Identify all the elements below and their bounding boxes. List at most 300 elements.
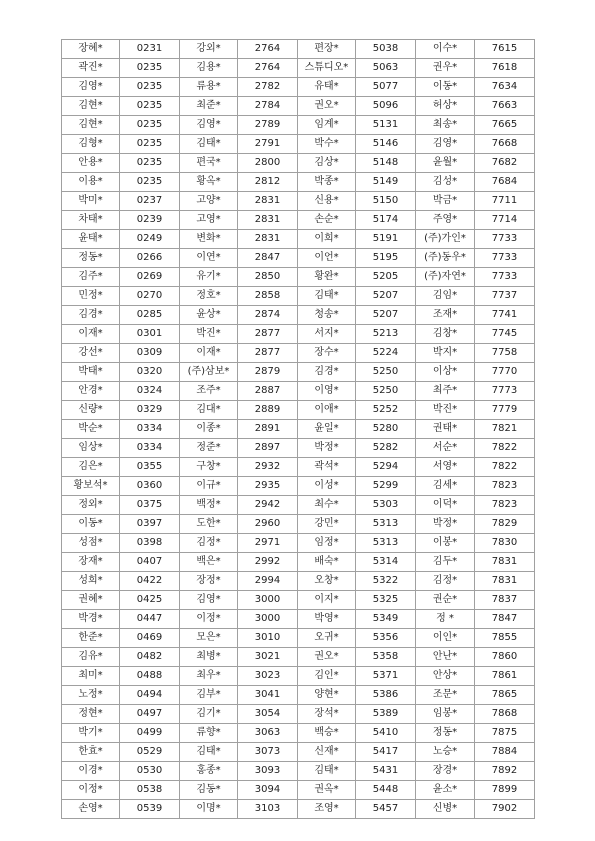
number-cell: 7822	[475, 439, 535, 458]
number-cell: 7892	[475, 762, 535, 781]
number-cell: 3073	[238, 743, 298, 762]
name-cell: 류용*	[180, 78, 238, 97]
number-cell: 2942	[238, 496, 298, 515]
table-row	[62, 249, 535, 268]
name-cell: 김창*	[416, 325, 475, 344]
name-cell: 김태*	[298, 287, 356, 306]
name-cell: 이언*	[298, 249, 356, 268]
number-cell: 2992	[238, 553, 298, 572]
name-cell: 박기*	[62, 724, 120, 743]
number-cell: 7714	[475, 211, 535, 230]
name-cell: 이정*	[62, 781, 120, 800]
table-row	[62, 762, 535, 781]
name-cell: 박종*	[298, 173, 356, 192]
name-cell: 안경*	[62, 382, 120, 401]
name-cell: 김용*	[180, 59, 238, 78]
number-cell: 2831	[238, 230, 298, 249]
name-cell: 김인*	[298, 667, 356, 686]
table-row	[62, 705, 535, 724]
name-cell: 최수*	[298, 496, 356, 515]
number-cell: 5195	[356, 249, 416, 268]
name-cell: 최미*	[62, 667, 120, 686]
number-cell: 0270	[120, 287, 180, 306]
number-cell: 7737	[475, 287, 535, 306]
number-cell: 7682	[475, 154, 535, 173]
name-cell: 장수*	[298, 344, 356, 363]
name-cell: 장경*	[416, 762, 475, 781]
name-cell: 김대*	[180, 401, 238, 420]
number-cell: 3103	[238, 800, 298, 819]
name-cell: 박정*	[416, 515, 475, 534]
name-cell: 김부*	[180, 686, 238, 705]
number-cell: 5149	[356, 173, 416, 192]
table-row	[62, 743, 535, 762]
number-cell: 5207	[356, 287, 416, 306]
name-cell: 김주*	[62, 268, 120, 287]
table-row	[62, 59, 535, 78]
table-row	[62, 325, 535, 344]
number-cell: 5358	[356, 648, 416, 667]
name-cell: 이지*	[298, 591, 356, 610]
number-cell: 0422	[120, 572, 180, 591]
number-cell: 2935	[238, 477, 298, 496]
name-cell: 박영*	[298, 610, 356, 629]
name-cell: 정동*	[416, 724, 475, 743]
number-cell: 5457	[356, 800, 416, 819]
name-cell: 황보석*	[62, 477, 120, 496]
number-cell: 0360	[120, 477, 180, 496]
number-cell: 5207	[356, 306, 416, 325]
name-cell: 박미*	[62, 192, 120, 211]
number-cell: 0530	[120, 762, 180, 781]
name-cell: 이명*	[180, 800, 238, 819]
number-cell: 2831	[238, 192, 298, 211]
number-cell: 7821	[475, 420, 535, 439]
number-cell: 2858	[238, 287, 298, 306]
name-cell: 이봉*	[416, 534, 475, 553]
number-cell: 7668	[475, 135, 535, 154]
number-cell: 7847	[475, 610, 535, 629]
name-cell: 최준*	[180, 97, 238, 116]
number-cell: 5410	[356, 724, 416, 743]
name-cell: 도한*	[180, 515, 238, 534]
number-cell: 0398	[120, 534, 180, 553]
name-cell: 유기*	[180, 268, 238, 287]
number-cell: 0235	[120, 97, 180, 116]
number-cell: 0425	[120, 591, 180, 610]
number-cell: 7884	[475, 743, 535, 762]
table-row	[62, 97, 535, 116]
number-cell: 2887	[238, 382, 298, 401]
number-cell: 0301	[120, 325, 180, 344]
table-row	[62, 135, 535, 154]
name-cell: 윤태*	[62, 230, 120, 249]
name-cell: 류향*	[180, 724, 238, 743]
number-cell: 2879	[238, 363, 298, 382]
number-cell: 7830	[475, 534, 535, 553]
number-cell: 3054	[238, 705, 298, 724]
name-cell: 이희*	[298, 230, 356, 249]
name-cell: 권혜*	[62, 591, 120, 610]
name-cell: 이상*	[416, 363, 475, 382]
name-cell: 권우*	[416, 59, 475, 78]
number-cell: 7855	[475, 629, 535, 648]
number-cell: 3000	[238, 591, 298, 610]
number-cell: 5431	[356, 762, 416, 781]
table-row	[62, 458, 535, 477]
number-cell: 5313	[356, 534, 416, 553]
table-row	[62, 724, 535, 743]
number-cell: 5325	[356, 591, 416, 610]
number-cell: 5174	[356, 211, 416, 230]
table-row	[62, 287, 535, 306]
name-cell: 박진*	[180, 325, 238, 344]
table-row	[62, 40, 535, 59]
name-cell: 정호*	[180, 287, 238, 306]
number-cell: 0235	[120, 173, 180, 192]
number-cell: 7823	[475, 477, 535, 496]
number-cell: 7875	[475, 724, 535, 743]
table-row	[62, 553, 535, 572]
number-cell: 2791	[238, 135, 298, 154]
number-cell: 7831	[475, 553, 535, 572]
number-cell: 5356	[356, 629, 416, 648]
name-cell: 김정*	[416, 572, 475, 591]
number-cell: 0235	[120, 78, 180, 97]
name-cell: 권오*	[298, 97, 356, 116]
name-cell: 안용*	[62, 154, 120, 173]
name-cell: 김기*	[180, 705, 238, 724]
name-cell: 김영*	[416, 135, 475, 154]
number-cell: 0469	[120, 629, 180, 648]
table-row	[62, 477, 535, 496]
number-cell: 3063	[238, 724, 298, 743]
name-cell: 조영*	[298, 800, 356, 819]
name-cell: 이동*	[62, 515, 120, 534]
name-cell: 김상*	[298, 154, 356, 173]
donor-table	[61, 39, 535, 819]
name-cell: 강민*	[298, 515, 356, 534]
name-cell: 권태*	[416, 420, 475, 439]
name-cell: 최우*	[180, 667, 238, 686]
name-cell: 정준*	[180, 439, 238, 458]
number-cell: 5371	[356, 667, 416, 686]
name-cell: 김임*	[416, 287, 475, 306]
number-cell: 2874	[238, 306, 298, 325]
number-cell: 0397	[120, 515, 180, 534]
number-cell: 2800	[238, 154, 298, 173]
name-cell: 김영*	[180, 591, 238, 610]
name-cell: 김두*	[416, 553, 475, 572]
number-cell: 2889	[238, 401, 298, 420]
name-cell: 청송*	[298, 306, 356, 325]
name-cell: 김정*	[180, 534, 238, 553]
table-row	[62, 173, 535, 192]
number-cell: 2960	[238, 515, 298, 534]
name-cell: 박경*	[62, 610, 120, 629]
name-cell: 정동*	[62, 249, 120, 268]
number-cell: 0482	[120, 648, 180, 667]
name-cell: 정외*	[62, 496, 120, 515]
table-row	[62, 686, 535, 705]
table-row	[62, 382, 535, 401]
table-row	[62, 496, 535, 515]
name-cell: 조주*	[180, 382, 238, 401]
number-cell: 0539	[120, 800, 180, 819]
table-row	[62, 78, 535, 97]
number-cell: 0334	[120, 439, 180, 458]
table-row	[62, 211, 535, 230]
name-cell: 이영*	[298, 382, 356, 401]
number-cell: 5150	[356, 192, 416, 211]
name-cell: 성점*	[62, 534, 120, 553]
table-row	[62, 800, 535, 819]
number-cell: 7831	[475, 572, 535, 591]
number-cell: 3000	[238, 610, 298, 629]
name-cell: 백승*	[298, 724, 356, 743]
name-cell: 김세*	[416, 477, 475, 496]
number-cell: 2994	[238, 572, 298, 591]
name-cell: 안상*	[416, 667, 475, 686]
name-cell: 권옥*	[298, 781, 356, 800]
number-cell: 2764	[238, 40, 298, 59]
number-cell: 5280	[356, 420, 416, 439]
number-cell: 7860	[475, 648, 535, 667]
number-cell: 0269	[120, 268, 180, 287]
name-cell: 김은*	[62, 458, 120, 477]
number-cell: 2850	[238, 268, 298, 287]
number-cell: 0266	[120, 249, 180, 268]
name-cell: 안난*	[416, 648, 475, 667]
number-cell: 0329	[120, 401, 180, 420]
name-cell: 박금*	[416, 192, 475, 211]
name-cell: 양현*	[298, 686, 356, 705]
table-row	[62, 629, 535, 648]
number-cell: 5077	[356, 78, 416, 97]
table-row	[62, 648, 535, 667]
table-row	[62, 439, 535, 458]
name-cell: 이수*	[416, 40, 475, 59]
number-cell: 7711	[475, 192, 535, 211]
name-cell: 황완*	[298, 268, 356, 287]
number-cell: 7902	[475, 800, 535, 819]
number-cell: 0538	[120, 781, 180, 800]
name-cell: 이재*	[62, 325, 120, 344]
name-cell: 김영*	[180, 116, 238, 135]
number-cell: 5224	[356, 344, 416, 363]
number-cell: 7615	[475, 40, 535, 59]
name-cell: 윤상*	[180, 306, 238, 325]
number-cell: 7837	[475, 591, 535, 610]
table-row	[62, 781, 535, 800]
name-cell: 윤소*	[416, 781, 475, 800]
name-cell: 장정*	[180, 572, 238, 591]
name-cell: 손순*	[298, 211, 356, 230]
name-cell: 고양*	[180, 192, 238, 211]
name-cell: 박태*	[62, 363, 120, 382]
number-cell: 5282	[356, 439, 416, 458]
number-cell: 2812	[238, 173, 298, 192]
table-row	[62, 534, 535, 553]
number-cell: 2831	[238, 211, 298, 230]
name-cell: 백정*	[180, 496, 238, 515]
name-cell: 이규*	[180, 477, 238, 496]
name-cell: 이종*	[180, 420, 238, 439]
number-cell: 7822	[475, 458, 535, 477]
name-cell: 편장*	[298, 40, 356, 59]
table-row	[62, 154, 535, 173]
name-cell: 서순*	[416, 439, 475, 458]
number-cell: 7779	[475, 401, 535, 420]
donor-list-page	[61, 39, 534, 819]
name-cell: 임상*	[62, 439, 120, 458]
table-row	[62, 591, 535, 610]
name-cell: 최병*	[180, 648, 238, 667]
number-cell: 7823	[475, 496, 535, 515]
name-cell: 이정*	[180, 610, 238, 629]
name-cell: 오창*	[298, 572, 356, 591]
number-cell: 5038	[356, 40, 416, 59]
name-cell: 김영*	[62, 78, 120, 97]
number-cell: 3041	[238, 686, 298, 705]
name-cell: 강외*	[180, 40, 238, 59]
name-cell: 장석*	[298, 705, 356, 724]
number-cell: 7861	[475, 667, 535, 686]
name-cell: 박정*	[298, 439, 356, 458]
name-cell: 황옥*	[180, 173, 238, 192]
name-cell: 배숙*	[298, 553, 356, 572]
number-cell: 2891	[238, 420, 298, 439]
number-cell: 7868	[475, 705, 535, 724]
name-cell: 민정*	[62, 287, 120, 306]
name-cell: 박순*	[62, 420, 120, 439]
number-cell: 5313	[356, 515, 416, 534]
name-cell: 김현*	[62, 97, 120, 116]
number-cell: 0235	[120, 135, 180, 154]
name-cell: 김현*	[62, 116, 120, 135]
name-cell: 정현*	[62, 705, 120, 724]
name-cell: 조재*	[416, 306, 475, 325]
number-cell: 0237	[120, 192, 180, 211]
name-cell: 이애*	[298, 401, 356, 420]
name-cell: (주)삼보*	[180, 363, 238, 382]
name-cell: 임봉*	[416, 705, 475, 724]
number-cell: 3023	[238, 667, 298, 686]
number-cell: 7865	[475, 686, 535, 705]
name-cell: 조문*	[416, 686, 475, 705]
number-cell: 0497	[120, 705, 180, 724]
name-cell: 홍종*	[180, 762, 238, 781]
name-cell: 이성*	[298, 477, 356, 496]
number-cell: 0375	[120, 496, 180, 515]
number-cell: 0309	[120, 344, 180, 363]
name-cell: 권오*	[298, 648, 356, 667]
name-cell: 신병*	[416, 800, 475, 819]
number-cell: 2971	[238, 534, 298, 553]
name-cell: 곽진*	[62, 59, 120, 78]
name-cell: 이덕*	[416, 496, 475, 515]
number-cell: 5322	[356, 572, 416, 591]
name-cell: 김성*	[416, 173, 475, 192]
name-cell: 주영*	[416, 211, 475, 230]
number-cell: 3094	[238, 781, 298, 800]
name-cell: 김태*	[180, 135, 238, 154]
number-cell: 0334	[120, 420, 180, 439]
table-row	[62, 610, 535, 629]
number-cell: 0407	[120, 553, 180, 572]
number-cell: 0324	[120, 382, 180, 401]
number-cell: 7634	[475, 78, 535, 97]
table-row	[62, 230, 535, 249]
number-cell: 7733	[475, 249, 535, 268]
name-cell: 김경*	[298, 363, 356, 382]
number-cell: 7684	[475, 173, 535, 192]
name-cell: 모은*	[180, 629, 238, 648]
number-cell: 3010	[238, 629, 298, 648]
name-cell: 변화*	[180, 230, 238, 249]
number-cell: 3093	[238, 762, 298, 781]
name-cell: (주)자연*	[416, 268, 475, 287]
number-cell: 5299	[356, 477, 416, 496]
number-cell: 3021	[238, 648, 298, 667]
name-cell: 유태*	[298, 78, 356, 97]
name-cell: 김태*	[180, 743, 238, 762]
number-cell: 5148	[356, 154, 416, 173]
name-cell: 박수*	[298, 135, 356, 154]
number-cell: 0320	[120, 363, 180, 382]
number-cell: 5389	[356, 705, 416, 724]
number-cell: 7770	[475, 363, 535, 382]
number-cell: 0239	[120, 211, 180, 230]
name-cell: 이재*	[180, 344, 238, 363]
number-cell: 5191	[356, 230, 416, 249]
number-cell: 7745	[475, 325, 535, 344]
number-cell: 0285	[120, 306, 180, 325]
name-cell: 김형*	[62, 135, 120, 154]
table-row	[62, 192, 535, 211]
name-cell: 노정*	[62, 686, 120, 705]
number-cell: 5303	[356, 496, 416, 515]
number-cell: 7733	[475, 268, 535, 287]
name-cell: 김태*	[298, 762, 356, 781]
number-cell: 7899	[475, 781, 535, 800]
name-cell: 임정*	[298, 534, 356, 553]
number-cell: 5417	[356, 743, 416, 762]
name-cell: 서지*	[298, 325, 356, 344]
number-cell: 0355	[120, 458, 180, 477]
name-cell: 손영*	[62, 800, 120, 819]
name-cell: 장혜*	[62, 40, 120, 59]
number-cell: 5294	[356, 458, 416, 477]
name-cell: 강선*	[62, 344, 120, 363]
name-cell: 한효*	[62, 743, 120, 762]
name-cell: 최주*	[416, 382, 475, 401]
number-cell: 7758	[475, 344, 535, 363]
name-cell: 곽석*	[298, 458, 356, 477]
table-row	[62, 363, 535, 382]
number-cell: 0494	[120, 686, 180, 705]
table-row	[62, 268, 535, 287]
number-cell: 5349	[356, 610, 416, 629]
name-cell: 최송*	[416, 116, 475, 135]
name-cell: 한준*	[62, 629, 120, 648]
name-cell: 이인*	[416, 629, 475, 648]
number-cell: 5250	[356, 382, 416, 401]
number-cell: 0231	[120, 40, 180, 59]
number-cell: 7741	[475, 306, 535, 325]
name-cell: 허상*	[416, 97, 475, 116]
table-row	[62, 515, 535, 534]
